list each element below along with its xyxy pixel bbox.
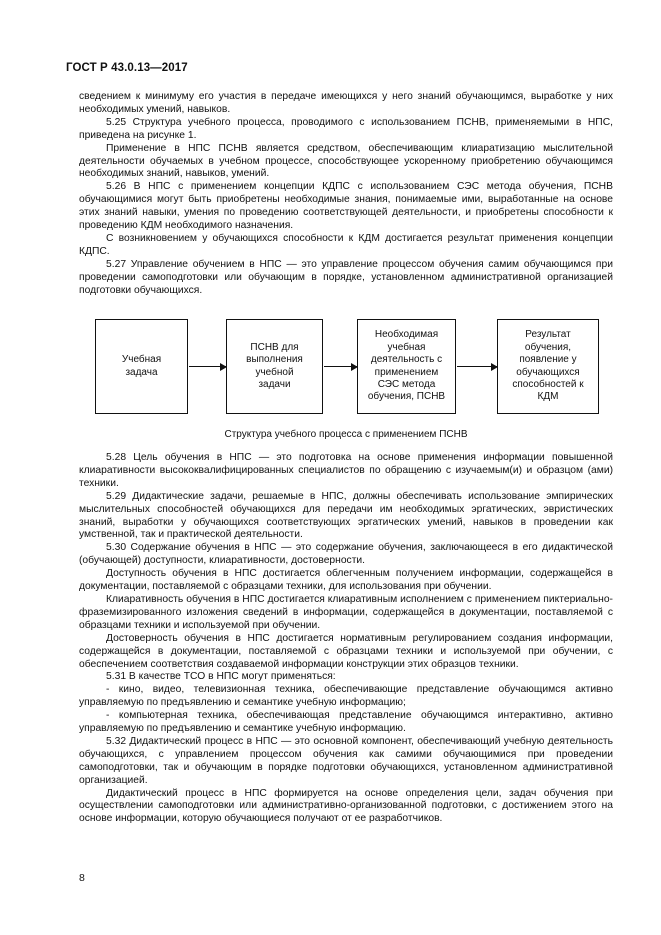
paragraph: 5.26 В НПС с применением концепции КДПС с использованием СЭС метода обучения, ПСНВ обучающимися могут быть приобретены необходимые знания, понимаемые ими, выработанные на основе этих знаний навыки, умения по проведению соответствующей деятельности, и приобретены способности к проведению КДМ необходимого назначения. [79, 181, 613, 232]
diagram-arrow [324, 366, 357, 367]
paragraph: Клиаративность обучения в НПС достигается клиаративным исполнением с применением пиктериально-фраземизированного изложения сведений в информации, содержащейся в документации, поставляемой с образцами техники и используемой при обучении. [79, 593, 613, 631]
paragraph: 5.30 Содержание обучения в НПС — это содержание обучения, заключающееся в его дидактической (обучающей) доступности, клиаративности, достоверности. [79, 542, 613, 567]
paragraph: 5.25 Структура учебного процесса, проводимого с использованием ПСНВ, применяемыми в НПС, приведена на рисунке 1. [79, 116, 613, 141]
page-number: 8 [79, 872, 85, 884]
diagram-box-result: Результат обучения, появление у обучающихся способностей к КДМ [497, 319, 599, 414]
paragraph: Доступность обучения в НПС достигается облегченным получением информации, содержащейся в документации, поставляемой с образцами техники, для использования при обучении. [79, 568, 613, 593]
diagram-box-learning-task: Учебная задача [95, 319, 188, 414]
paragraph: 5.31 В качестве ТСО в НПС могут применяться: [106, 671, 336, 683]
paragraph: С возникновением у обучающихся способности к КДМ достигается результат применения концепции КДПС. [79, 232, 613, 257]
diagram-arrow [189, 366, 226, 367]
document-header: ГОСТ Р 43.0.13—2017 [66, 62, 188, 74]
paragraph: Достоверность обучения в НПС достигается нормативным регулированием создания информации, содержащейся в документации, поставляемой с образцами техники и используемой при обучении, с обеспечением соответствия создаваемой информации конструкции этих образцов техники. [79, 632, 613, 670]
diagram-box-activity: Необходимая учебная деятельность с применением СЭС метода обучения, ПСНВ [357, 319, 456, 414]
paragraph: 5.28 Цель обучения в НПС — это подготовка на основе применения информации повышенной клиаративности высококвалифицированных специалистов по обращению с изучаемым(и) и образцом (ами) техники. [79, 452, 613, 489]
diagram-arrow [457, 366, 497, 367]
figure-caption: Структура учебного процесса с применением ПСНВ [224, 429, 468, 440]
diagram-box-psnv: ПСНВ для выполнения учебной задачи [226, 319, 323, 414]
paragraph: 5.32 Дидактический процесс в НПС — это основной компонент, обеспечивающий учебную деятельность обучающихся, с управлением процессом обучения как самими обучающимися при проведении самоподготовки, так и обучающим в порядке подготовки обучающихся, установленном административной организацией. [79, 735, 613, 786]
list-item: - кино, видео, телевизионная техника, обеспечивающие представление обучающимся активно управляемую по предъявлению и семантике учебную информацию; [79, 684, 613, 709]
paragraph: 5.29 Дидактические задачи, решаемые в НПС, должны обеспечивать использование эмпирических мыслительных способностей обучающихся для передачи им необходимых эргатических, эвристических знаний, выработки у обучающихся соответствующих эргатических умений, навыков в проведении как умственной, так и практической деятельности. [79, 490, 613, 541]
list-item: - компьютерная техника, обеспечивающая представление обучающимся интерактивно, активно управляемую по предъявлению и семантике учебную информацию. [79, 710, 613, 735]
paragraph: Дидактический процесс в НПС формируется на основе определения цели, задач обучения при осуществлении самоподготовки или административно-организованной подготовки, с достижением этого на основе информации, которую обучающиеся получают от ее разработчиков. [79, 787, 613, 825]
text-block-bottom [79, 452, 613, 826]
paragraph: Применение в НПС ПСНВ является средством, обеспечивающим клиаратизацию мыслительной деятельности обучаемых в учебном процессе, способствующее ускоренному приобретению обучающимся необходимых знаний, навыков, умений. [79, 142, 613, 180]
paragraph: 5.27 Управление обучением в НПС — это управление процессом обучения самим обучающимся при проведении самоподготовки или обучающим в порядке, установленном административной организацией подготовки обучающихся. [79, 258, 613, 296]
text-block-top [79, 91, 613, 298]
paragraph: сведением к минимуму его участия в передаче имеющихся у него знаний обучающимся, выработке у них необходимых умений, навыков. [79, 91, 613, 115]
process-diagram [79, 309, 613, 437]
